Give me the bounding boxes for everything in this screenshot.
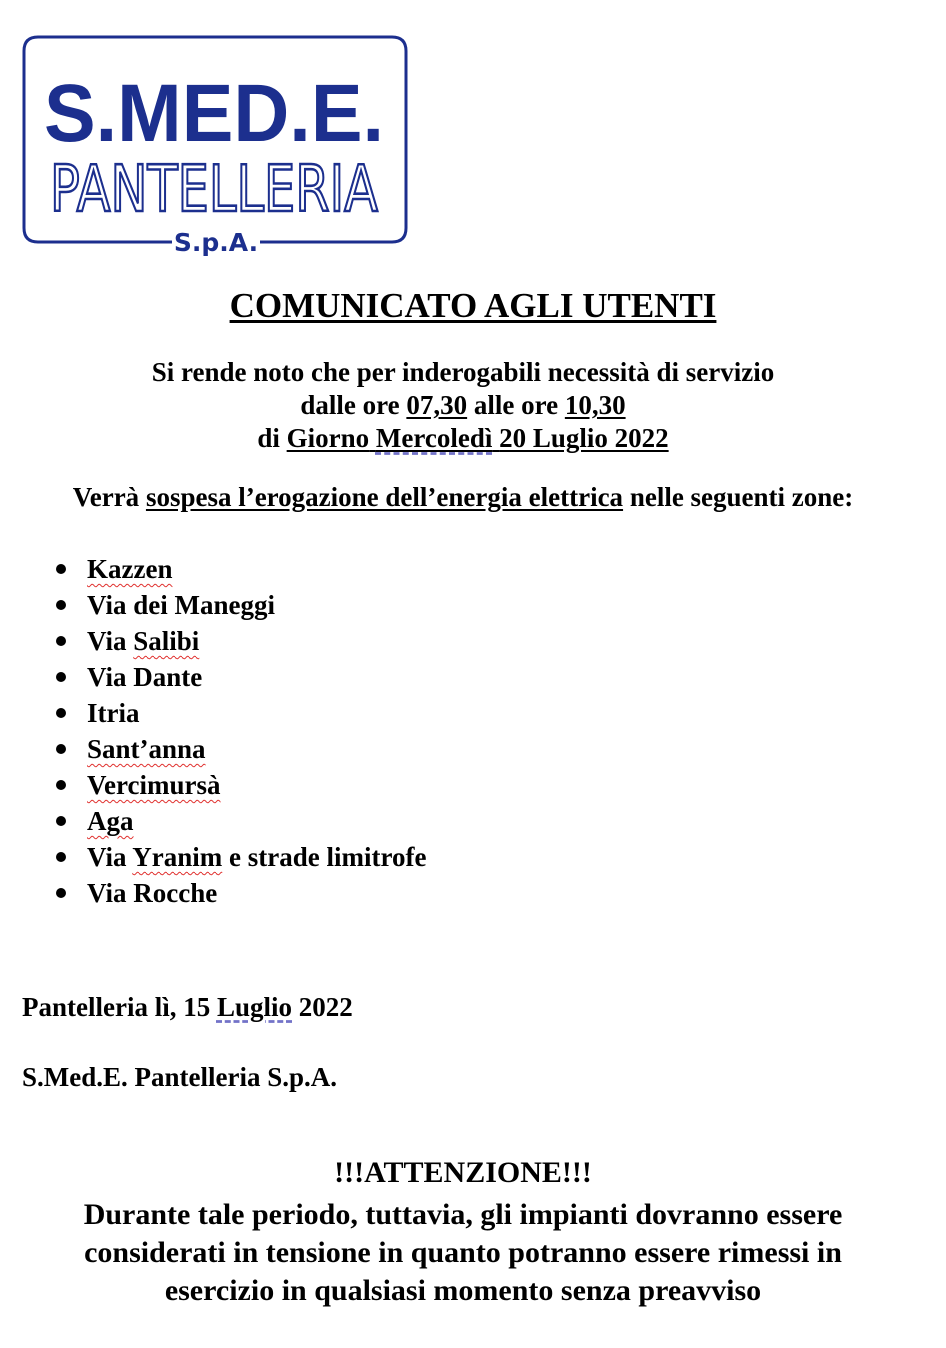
company-logo (22, 35, 406, 257)
issue-date: Pantelleria lì, 15 Luglio 2022 (22, 992, 353, 1022)
bullet-icon (56, 564, 66, 574)
zone-item: Aga (52, 803, 426, 839)
zones-sentence: Verrà sospesa l’erogazione dell’energia elettrica nelle seguenti zone: (72, 482, 854, 512)
time-end: 10,30 (564, 390, 626, 420)
zone-item: Itria (52, 695, 426, 731)
signature: S.Med.E. Pantelleria S.p.A. (22, 1062, 337, 1092)
attention-line-1: Durante tale periodo, tuttavia, gli impianti dovranno essere (83, 1198, 843, 1231)
bullet-icon (56, 852, 66, 862)
outage-statement: sospesa l’erogazione dell’energia elettrica (145, 482, 624, 512)
zone-item: Vercimursà (52, 767, 426, 803)
bullet-icon (56, 672, 66, 682)
attention-line-3: esercizio in qualsiasi momento senza preavviso (164, 1274, 762, 1307)
bullet-icon (56, 600, 66, 610)
zone-item: Via Yranim e strade limitrofe (52, 839, 426, 875)
outage-date: Giorno Mercoledì 20 Luglio 2022 (286, 423, 669, 453)
zone-item: Via Rocche (52, 875, 426, 911)
zone-item: Sant’anna (52, 731, 426, 767)
bullet-icon (56, 708, 66, 718)
zone-item: Via Salibi (52, 623, 426, 659)
intro-line-1: Si rende noto che per inderogabili necessità di servizio (151, 357, 775, 387)
logo-line-1: S.MED.E. (44, 68, 384, 159)
zone-item: Kazzen (52, 551, 426, 587)
bullet-icon (56, 780, 66, 790)
bullet-icon (56, 744, 66, 754)
logo-line-3: S.p.A. (173, 228, 259, 257)
time-start: 07,30 (406, 390, 468, 420)
intro-line-3: di Giorno Mercoledì 20 Luglio 2022 (257, 423, 669, 453)
logo-line-2: PANTELLERIA (50, 153, 379, 227)
attention-line-2: considerati in tensione in quanto potranno essere rimessi in (84, 1236, 842, 1269)
zone-item: Via dei Maneggi (52, 587, 426, 623)
intro-line-2: dalle ore 07,30 alle ore 10,30 (300, 390, 626, 420)
bullet-icon (56, 636, 66, 646)
zone-list (52, 551, 426, 911)
bullet-icon (56, 888, 66, 898)
attention-body (0, 1196, 926, 1310)
notice-title: COMUNICATO AGLI UTENTI (229, 286, 717, 325)
bullet-icon (56, 816, 66, 826)
zone-item: Via Dante (52, 659, 426, 695)
attention-title: !!!ATTENZIONE!!! (334, 1156, 592, 1189)
notice-intro (0, 356, 926, 455)
